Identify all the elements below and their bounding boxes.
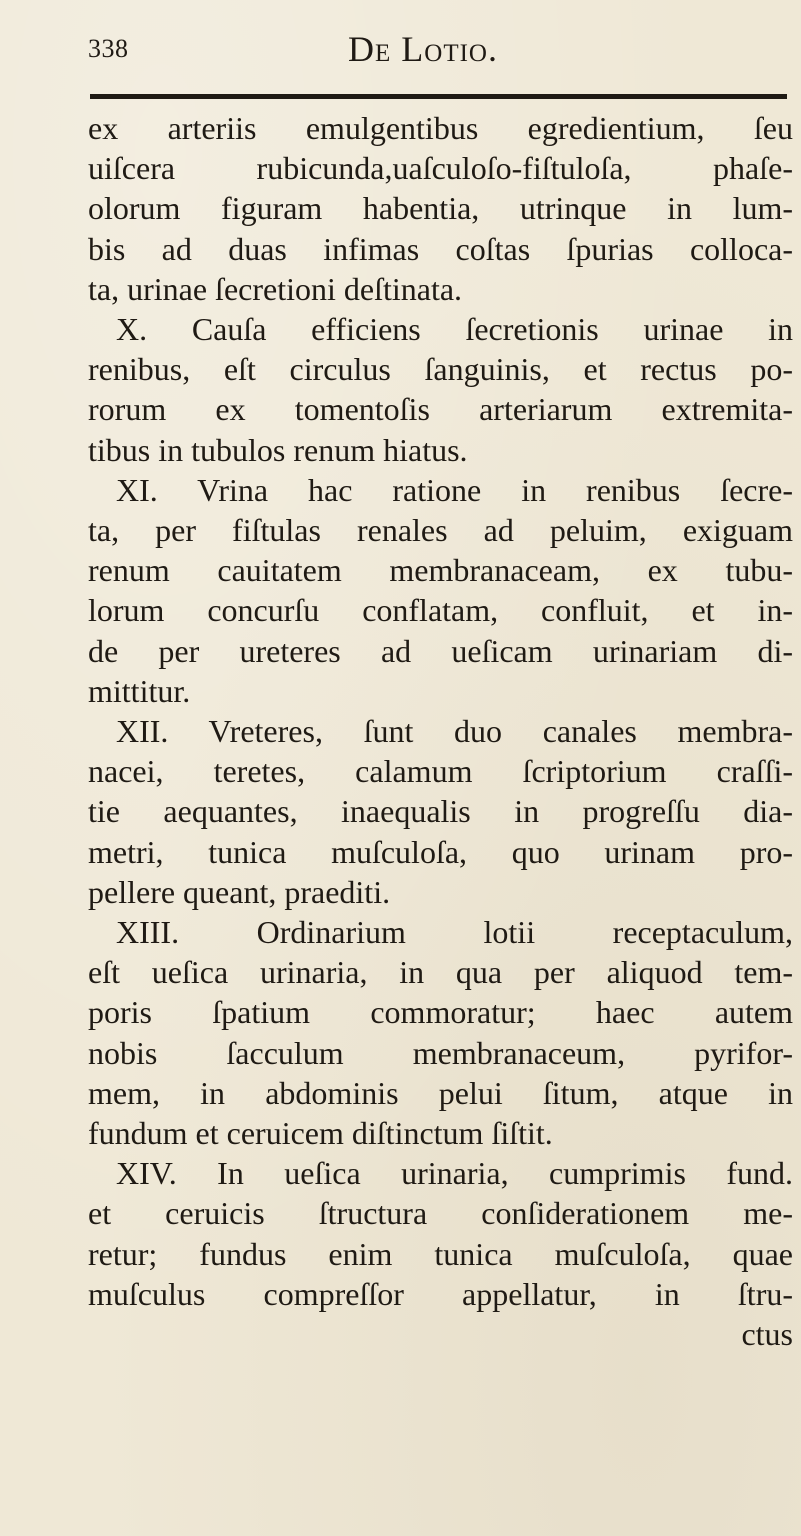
text-line: uiſcera rubicunda,uaſculoſo-fiſtuloſa, phaſe- [88,150,793,187]
catchword: ctus [741,1316,793,1353]
text-line: XII. Vreteres, ſunt duo canales membra- [116,713,793,750]
page-number: 338 [88,34,129,63]
text-line: pellere queant, praediti. [88,873,391,910]
text-line: lorum concurſu conflatam, confluit, et in- [88,592,793,629]
text-line: metri, tunica muſculoſa, quo urinam pro- [88,833,793,870]
text-line: bis ad duas infimas coſtas ſpurias colloca- [88,230,793,267]
text-line: ex arteriis emulgentibus egredientium, ſeu [88,110,793,146]
paragraph [88,912,793,1153]
text-line: fundum et ceruicem diſtinctum ſiſtit. [88,1115,553,1152]
text-line: X. Cauſa efficiens ſecretionis urinae in [116,311,793,348]
paragraph [88,309,793,470]
text-line: tibus in tubulos renum hiatus. [88,431,468,468]
text-line: nobis ſacculum membranaceum, pyrifor- [88,1034,793,1071]
text-line: mem, in abdominis pelui ſitum, atque in [88,1074,793,1111]
paragraph [88,108,793,309]
text-line: mittitur. [88,672,191,709]
text-line: tie aequantes, inaequalis in progreſſu dia- [88,793,793,830]
text-line: rorum ex tomentoſis arteriarum extremita- [88,391,793,428]
text-line: XIII. Ordinarium lotii receptaculum, [116,914,793,951]
paragraph [88,711,793,912]
page-header [88,24,781,72]
text-line: poris ſpatium commoratur; haec autem [88,994,793,1031]
text-line: XIV. In ueſica urinaria, cumprimis fund. [116,1155,793,1192]
text-line: olorum figuram habentia, utrinque in lum- [88,190,793,227]
text-line: nacei, teretes, calamum ſcriptorium craſſi- [88,753,793,790]
body-text [88,108,793,1354]
text-line: retur; fundus enim tunica muſculoſa, quae [88,1235,793,1272]
text-line: eſt ueſica urinaria, in qua per aliquod tem- [88,954,793,991]
text-line: ta, urinae ſecretioni deſtinata. [88,270,463,307]
text-line: renibus, eſt circulus ſanguinis, et rectus po- [88,351,793,388]
text-line: de per ureteres ad ueſicam urinariam di- [88,632,793,669]
text-line: renum cauitatem membranaceam, ex tubu- [88,552,793,589]
header-rule [90,94,787,99]
text-line: ta, per fiſtulas renales ad peluim, exiguam [88,512,793,549]
paragraph [88,470,793,711]
text-line: XI. Vrina hac ratione in renibus ſecre- [116,471,793,508]
text-line: muſculus compreſſor appellatur, in ſtru- [88,1275,793,1312]
text-line: et ceruicis ſtructura conſiderationem me- [88,1195,793,1232]
paragraph [88,1153,793,1314]
running-title: De Lotio. [348,29,498,69]
